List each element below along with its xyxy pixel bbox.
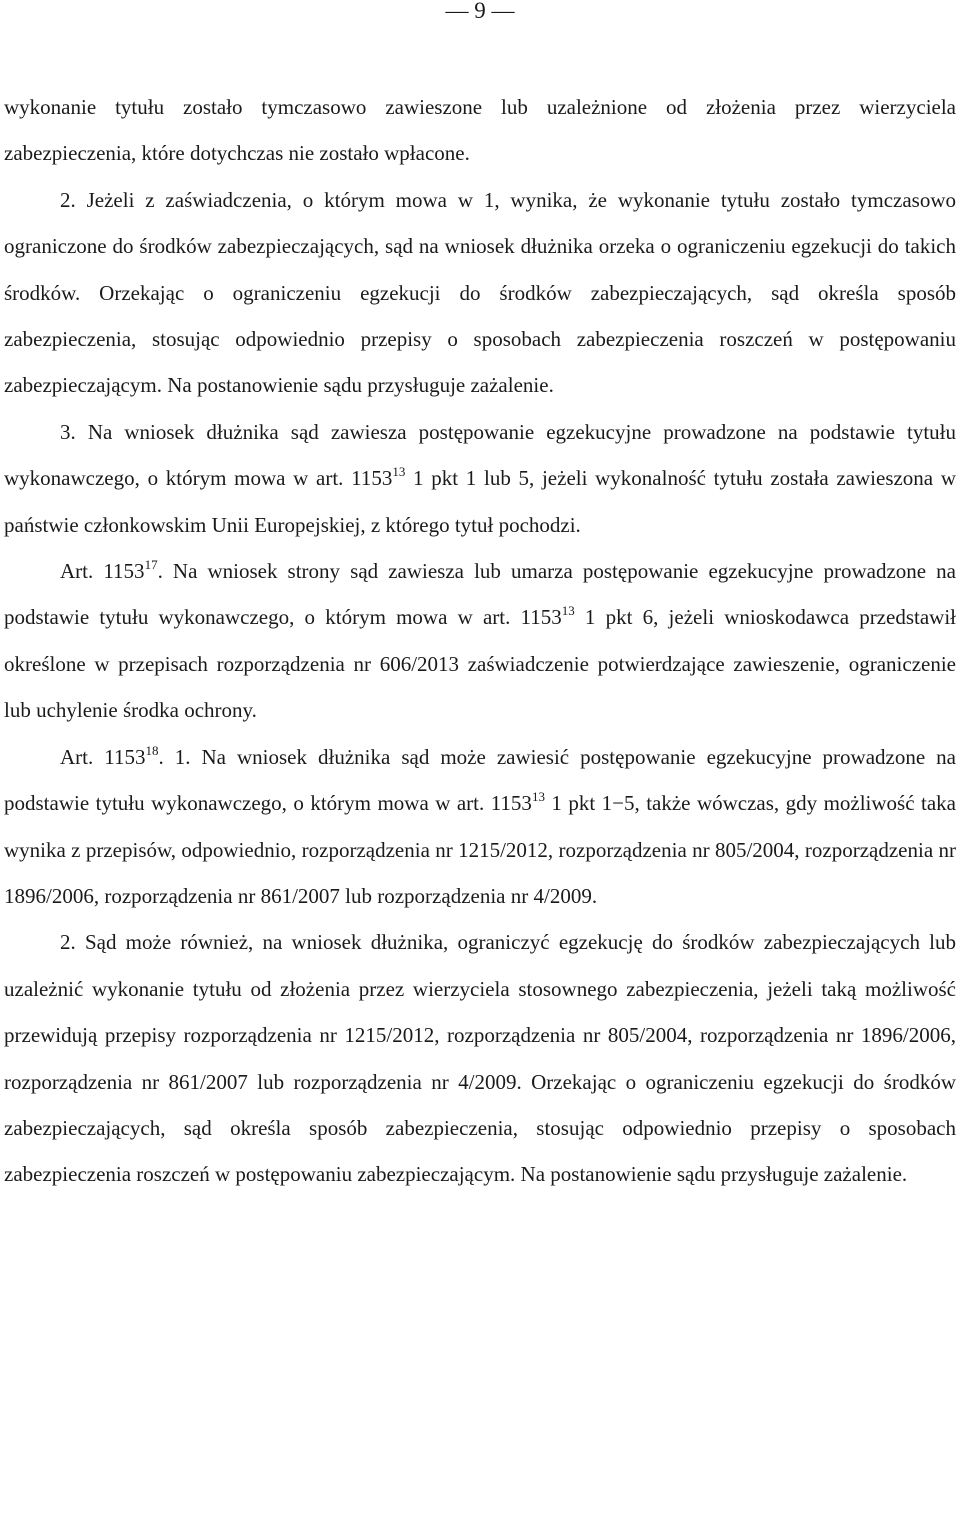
article-1153-18-paragraph-2: 2. Sąd może również, na wniosek dłużnika, ograniczyć egzekucję do środków zabezpieczających lub uzależnić wykonanie tytułu od złożenia przez wierzyciela stosownego zabezpieczenia, jeżeli taką możliwość przewidują przepisy rozporządzenia nr 1215/2012, rozporządzenia nr 805/2004, rozporządzenia nr 1896/2006, rozporządzenia nr 861/2007 lub rozporządzenia nr 4/2009. Orzekając o ograniczeniu egzekucji do środków zabezpieczających, sąd określa sposób zabezpieczenia, stosując odpowiednio przepisy o sposobach zabezpieczenia roszczeń w postępowaniu zabezpieczającym. Na postanowienie sądu przysługuje zażalenie.: [4, 930, 956, 1187]
superscript: 13: [531, 789, 545, 805]
article-label: Art. 1153: [60, 744, 146, 769]
article-text-b: 1 pkt 6, jeżeli wnioskodawca przedstawił określone w przepisach rozporządzenia nr 606/2013 zaświadczenie potwierdzające zawieszenie, ograniczenie lub uchylenie środka ochrony.: [4, 605, 956, 723]
article-text-a: . 1. Na wniosek dłużnika sąd może zawiesić postępowanie egzekucyjne prowadzone na podstawie tytułu wykonawczego, o którym mowa w art. 1153: [4, 744, 956, 816]
article-label: Art. 1153: [60, 559, 145, 584]
superscript: 17: [144, 557, 158, 573]
article-1153-18: [4, 734, 956, 920]
superscript: 13: [561, 603, 575, 619]
page-number: — 9 —: [445, 0, 515, 23]
paragraph-2: 2. Jeżeli z zaświadczenia, o którym mowa w 1, wynika, że wykonanie tytułu zostało tymczasowo ograniczone do środków zabezpieczających, sąd na wniosek dłużnika orzeka o ograniczeniu egzekucji do takich środków. Orzekając o ograniczeniu egzekucji do środków zabezpieczających, sąd określa sposób zabezpieczenia, stosując odpowiednio przepisy o sposobach zabezpieczenia roszczeń w postępowaniu zabezpieczającym. Na postanowienie sądu przysługuje zażalenie.: [4, 187, 956, 398]
paragraph-3: [4, 409, 956, 548]
article-1153-17: [4, 548, 956, 734]
paragraph-continuation: wykonanie tytułu zostało tymczasowo zawieszone lub uzależnione od złożenia przez wierzyciela zabezpieczenia, które dotychczas nie zostało wpłacone.: [4, 95, 956, 166]
article-text-a: . Na wniosek strony sąd zawiesza lub umarza postępowanie egzekucyjne prowadzone na podstawie tytułu wykonawczego, o którym mowa w art. 1153: [4, 559, 956, 630]
superscript: 18: [145, 742, 159, 758]
article-text-b: 1 pkt 1−5, także wówczas, gdy możliwość taka wynika z przepisów, odpowiednio, rozporządzenia nr 1215/2012, rozporządzenia nr 805/2004, rozporządzenia nr 1896/2006, rozporządzenia nr 861/2007 lub rozporządzenia nr 4/2009.: [4, 791, 956, 908]
paragraph-3-text-b: 1 pkt 1 lub 5, jeżeli wykonalność tytułu została zawieszona w państwie członkowskim Unii Europejskiej, z którego tytuł pochodzi.: [4, 466, 956, 537]
paragraph-3-text-a: 3. Na wniosek dłużnika sąd zawiesza postępowanie egzekucyjne prowadzone na podstawie tytułu wykonawczego, o którym mowa w art. 1153: [4, 419, 956, 491]
superscript: 13: [392, 464, 406, 480]
document-body: [4, 84, 956, 1198]
